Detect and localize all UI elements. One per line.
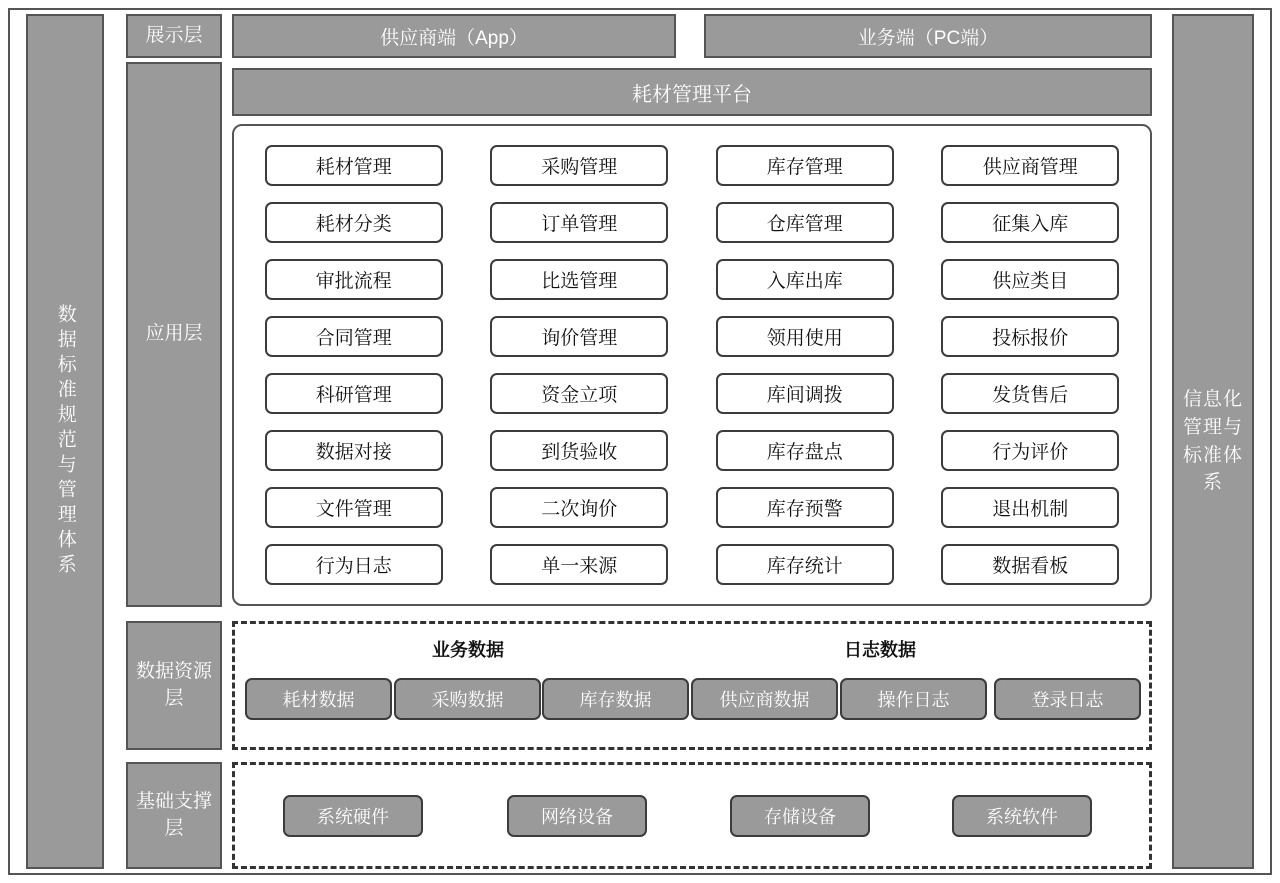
module-cell xyxy=(933,371,1129,417)
module-cell xyxy=(933,428,1129,474)
data-item-pill[interactable]: 库存数据 xyxy=(542,678,689,720)
module-cell xyxy=(707,428,903,474)
infra-item-pill[interactable]: 网络设备 xyxy=(507,795,647,837)
module-cell xyxy=(482,142,678,188)
module-cell xyxy=(933,313,1129,359)
module-cell xyxy=(707,313,903,359)
layer-label-application xyxy=(126,62,222,607)
data-group-title-business: 业务数据 xyxy=(432,640,504,660)
client-business-pc xyxy=(704,14,1152,58)
module-cell xyxy=(482,542,678,588)
layer-label-data-resource-text: 数据资源层 xyxy=(135,660,212,709)
layer-label-presentation xyxy=(126,14,222,58)
data-item-pill[interactable]: 供应商数据 xyxy=(691,678,838,720)
module-box[interactable]: 二次询价 xyxy=(490,487,668,528)
module-box[interactable]: 询价管理 xyxy=(490,316,668,357)
module-box[interactable]: 征集入库 xyxy=(941,202,1119,243)
module-box[interactable]: 发货售后 xyxy=(941,373,1119,414)
module-cell xyxy=(707,256,903,302)
module-box[interactable]: 耗材分类 xyxy=(265,202,443,243)
right-pillar-label: 信息化管理与标准体系 xyxy=(1182,389,1243,494)
module-box[interactable]: 库存统计 xyxy=(716,544,894,585)
right-pillar xyxy=(1172,14,1254,869)
module-box[interactable]: 科研管理 xyxy=(265,373,443,414)
data-item-pill[interactable]: 操作日志 xyxy=(840,678,987,720)
data-item-pill[interactable]: 登录日志 xyxy=(994,678,1141,720)
layer-label-data-resource xyxy=(126,621,222,750)
module-cell xyxy=(482,256,678,302)
module-cell xyxy=(482,199,678,245)
module-cell xyxy=(933,485,1129,531)
module-cell xyxy=(707,371,903,417)
module-cell xyxy=(256,142,452,188)
module-box[interactable]: 单一来源 xyxy=(490,544,668,585)
module-cell xyxy=(933,542,1129,588)
module-cell xyxy=(933,199,1129,245)
layer-label-infrastructure xyxy=(126,762,222,869)
module-box[interactable]: 订单管理 xyxy=(490,202,668,243)
module-box[interactable]: 审批流程 xyxy=(265,259,443,300)
infra-item-pill[interactable]: 存储设备 xyxy=(730,795,870,837)
module-cell xyxy=(256,428,452,474)
left-pillar xyxy=(26,14,104,869)
module-box[interactable]: 仓库管理 xyxy=(716,202,894,243)
module-box[interactable]: 库存管理 xyxy=(716,145,894,186)
layer-label-application-text: 应用层 xyxy=(145,323,203,345)
left-pillar-label: 数据标准规范与管理体系 xyxy=(54,304,76,579)
module-cell xyxy=(482,371,678,417)
module-cell xyxy=(256,313,452,359)
module-box[interactable]: 文件管理 xyxy=(265,487,443,528)
data-group-title-log: 日志数据 xyxy=(844,640,916,660)
module-cell xyxy=(482,313,678,359)
module-box[interactable]: 耗材管理 xyxy=(265,145,443,186)
module-cell xyxy=(256,371,452,417)
data-item-pill[interactable]: 采购数据 xyxy=(394,678,541,720)
module-cell xyxy=(707,485,903,531)
application-modules-container xyxy=(232,124,1152,606)
module-box[interactable]: 库间调拨 xyxy=(716,373,894,414)
module-cell xyxy=(256,485,452,531)
module-box[interactable]: 数据看板 xyxy=(941,544,1119,585)
module-box[interactable]: 行为评价 xyxy=(941,430,1119,471)
module-box[interactable]: 资金立项 xyxy=(490,373,668,414)
module-box[interactable]: 供应类目 xyxy=(941,259,1119,300)
module-cell xyxy=(256,542,452,588)
module-box[interactable]: 数据对接 xyxy=(265,430,443,471)
infra-item-pill[interactable]: 系统软件 xyxy=(952,795,1092,837)
client-supplier-app-label: 供应商端（App） xyxy=(380,27,528,49)
module-box[interactable]: 到货验收 xyxy=(490,430,668,471)
module-box[interactable]: 库存预警 xyxy=(716,487,894,528)
module-box[interactable]: 供应商管理 xyxy=(941,145,1119,186)
platform-title-text: 耗材管理平台 xyxy=(632,83,752,106)
data-item-pill[interactable]: 耗材数据 xyxy=(245,678,392,720)
module-box[interactable]: 采购管理 xyxy=(490,145,668,186)
module-cell xyxy=(256,256,452,302)
module-box[interactable]: 合同管理 xyxy=(265,316,443,357)
module-cell xyxy=(707,542,903,588)
infra-item-pill[interactable]: 系统硬件 xyxy=(283,795,423,837)
module-cell xyxy=(933,142,1129,188)
module-cell xyxy=(482,428,678,474)
platform-title-bar xyxy=(232,68,1152,116)
application-modules-grid xyxy=(256,142,1128,588)
module-box[interactable]: 库存盘点 xyxy=(716,430,894,471)
client-supplier-app xyxy=(232,14,676,58)
module-cell xyxy=(933,256,1129,302)
module-cell xyxy=(707,199,903,245)
layer-label-infrastructure-text: 基础支撑层 xyxy=(135,790,212,839)
module-cell xyxy=(256,199,452,245)
module-cell xyxy=(482,485,678,531)
layer-label-presentation-text: 展示层 xyxy=(145,24,203,46)
module-cell xyxy=(707,142,903,188)
module-box[interactable]: 退出机制 xyxy=(941,487,1119,528)
module-box[interactable]: 投标报价 xyxy=(941,316,1119,357)
module-box[interactable]: 行为日志 xyxy=(265,544,443,585)
client-business-pc-label: 业务端（PC端） xyxy=(857,27,999,49)
module-box[interactable]: 入库出库 xyxy=(716,259,894,300)
module-box[interactable]: 比选管理 xyxy=(490,259,668,300)
module-box[interactable]: 领用使用 xyxy=(716,316,894,357)
